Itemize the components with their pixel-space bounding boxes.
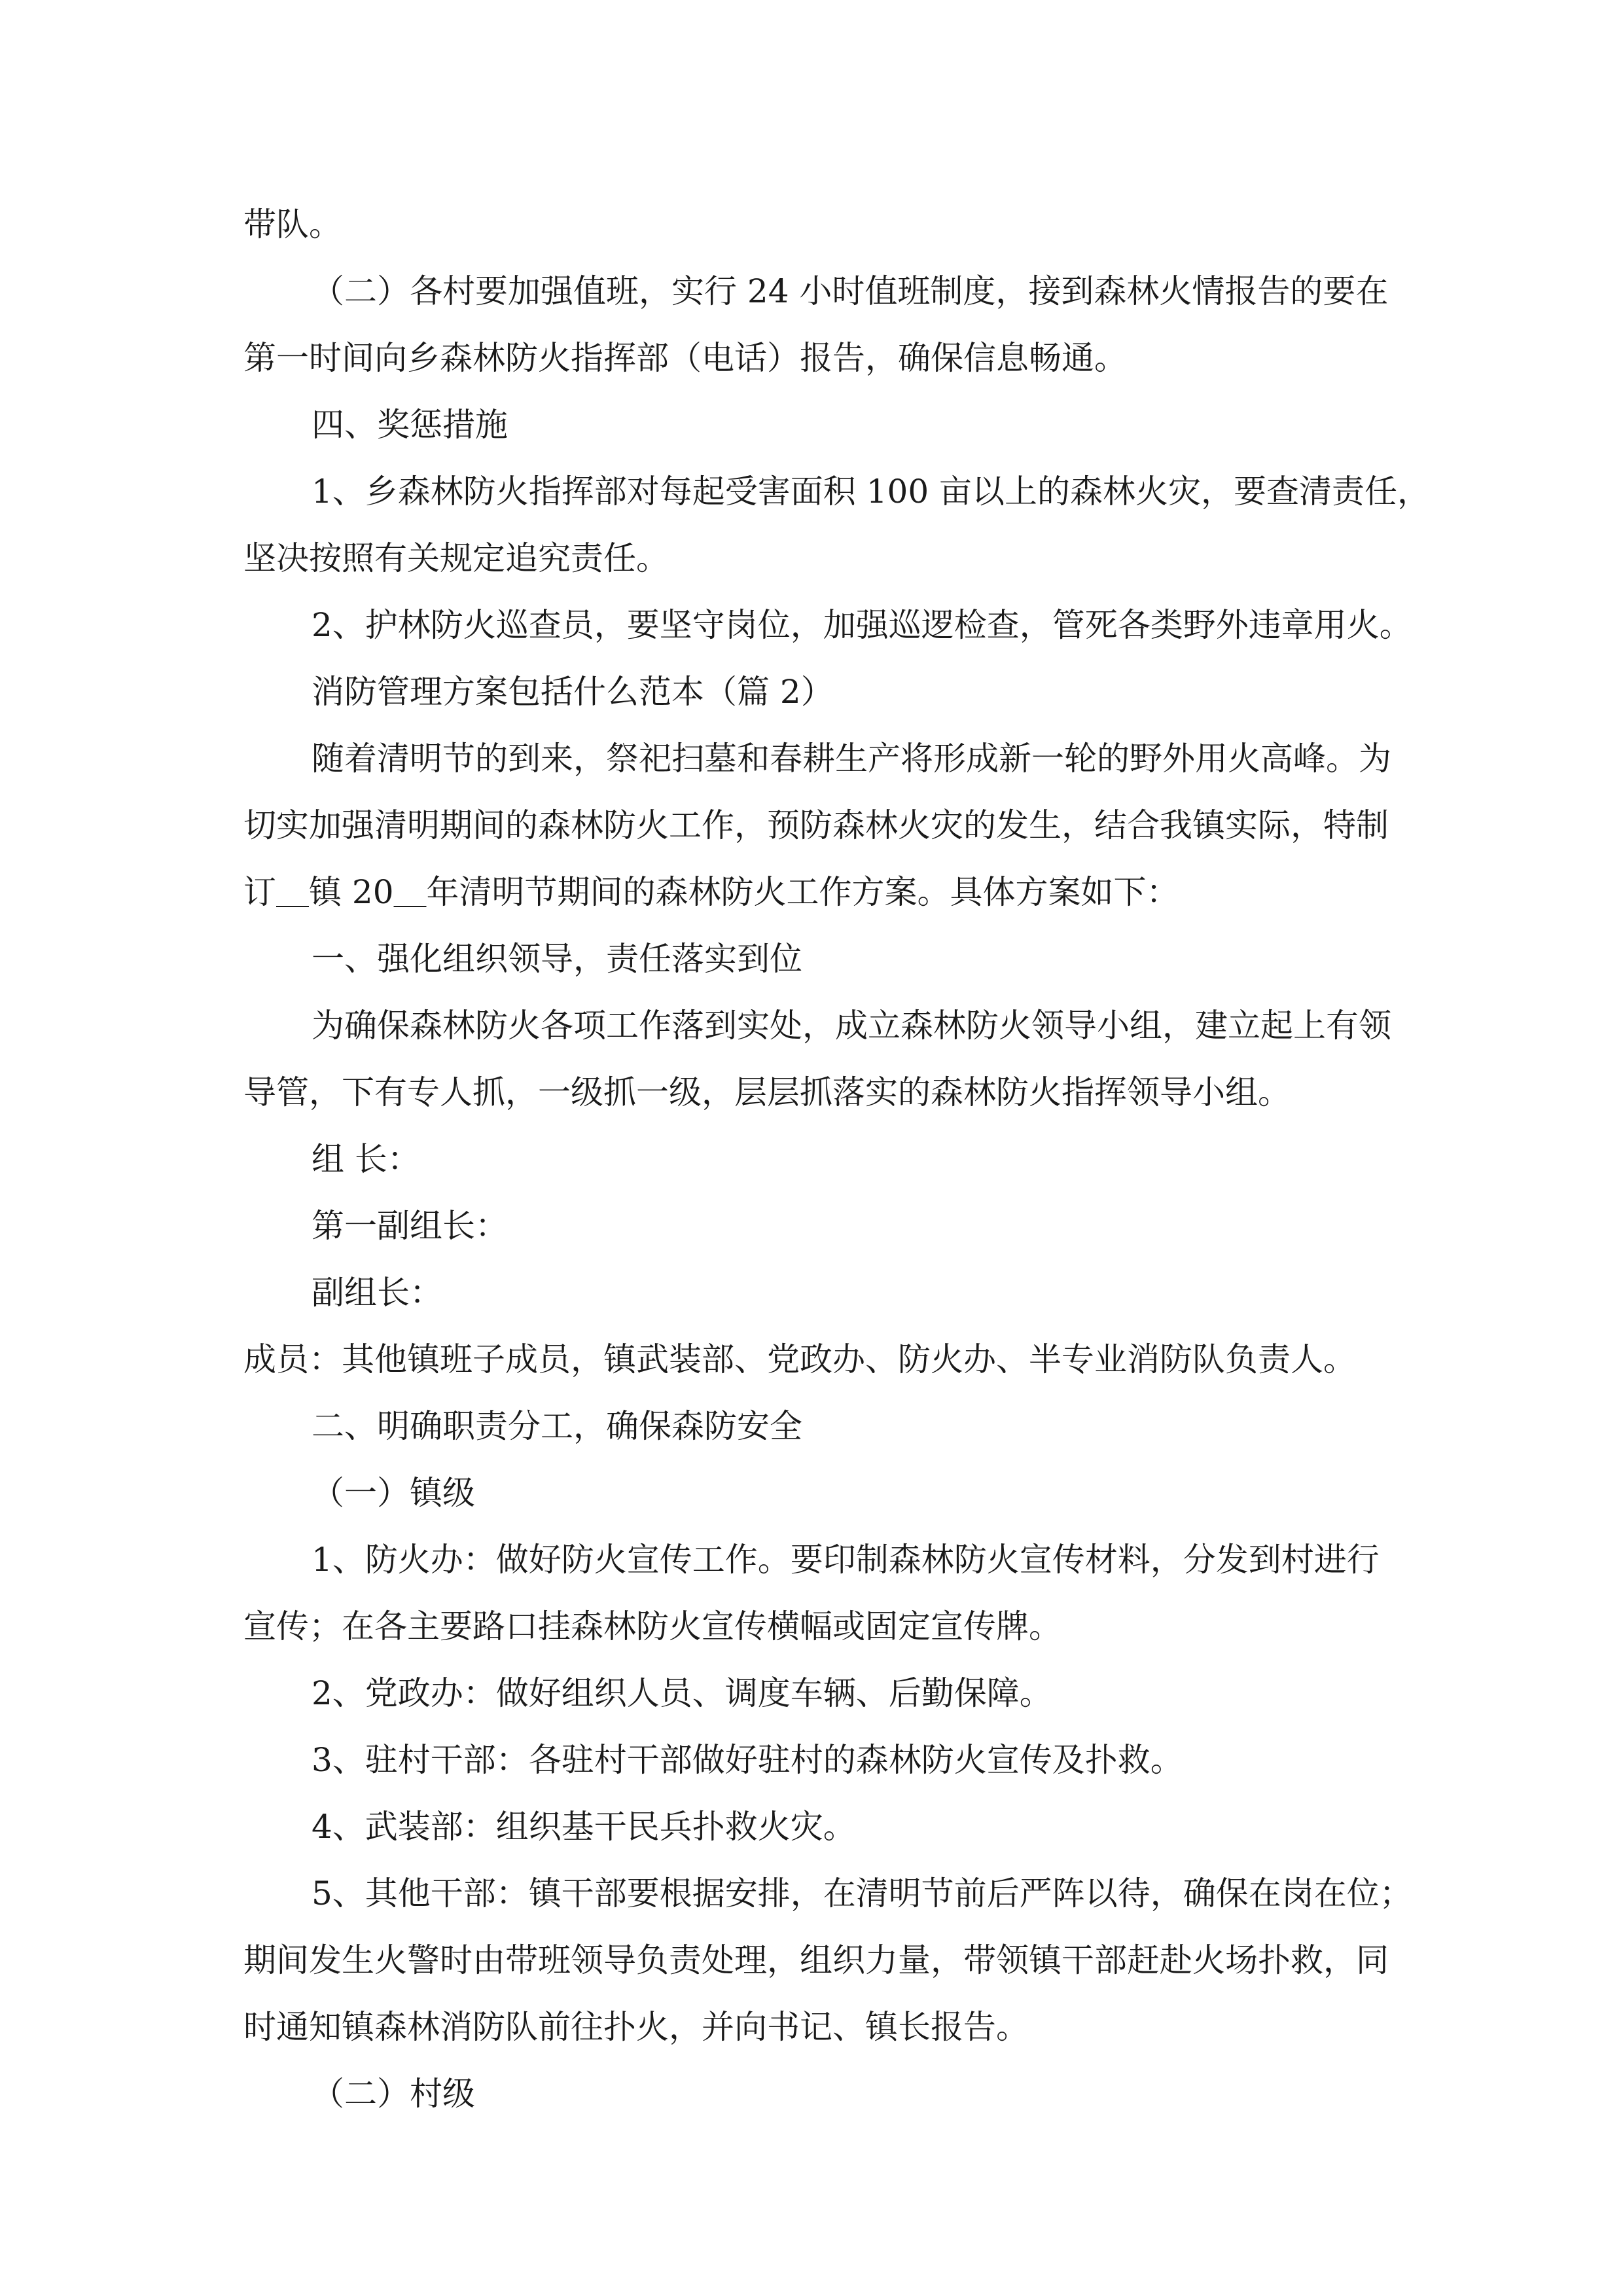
- roster-line: 组 长：: [312, 1140, 420, 1178]
- section-heading: 一、强化组织领导，责任落实到位: [312, 940, 802, 978]
- paragraph-line: 期间发生火警时由带班领导负责处理，组织力量，带领镇干部赶赴火场扑救，同: [243, 1941, 1389, 1979]
- subsection-heading: （二）村级: [312, 2075, 475, 2113]
- subsection-heading: （一）镇级: [312, 1474, 475, 1512]
- paragraph-line: 5、其他干部：镇干部要根据安排，在清明节前后严阵以待，确保在岗在位；: [312, 1874, 1412, 1912]
- paragraph-line: 2、护林防火巡查员，要坚守岗位，加强巡逻检查，管死各类野外违章用火。: [312, 606, 1412, 644]
- paragraph-line: 为确保森林防火各项工作落到实处，成立森林防火领导小组，建立起上有领: [312, 1007, 1391, 1045]
- roster-line: 第一副组长：: [312, 1207, 508, 1245]
- paragraph-line: 订＿镇 20＿年清明节期间的森林防火工作方案。具体方案如下：: [243, 873, 1179, 911]
- roster-line: 副组长：: [312, 1274, 442, 1312]
- paragraph-line: （二）各村要加强值班，实行 24 小时值班制度，接到森林火情报告的要在: [312, 272, 1389, 310]
- roster-line: 成员：其他镇班子成员，镇武装部、党政办、防火办、半专业消防队负责人。: [243, 1340, 1356, 1378]
- paragraph-line: 随着清明节的到来，祭祀扫墓和春耕生产将形成新一轮的野外用火高峰。为: [312, 740, 1391, 778]
- paragraph-line: 导管，下有专人抓，一级抓一级，层层抓落实的森林防火指挥领导小组。: [243, 1073, 1291, 1111]
- paragraph-line: 时通知镇森林消防队前往扑火，并向书记、镇长报告。: [243, 2008, 1029, 2046]
- paragraph-line: 1、乡森林防火指挥部对每起受害面积 100 亩以上的森林火灾，要查清责任，: [312, 473, 1431, 511]
- paragraph-line: 3、驻村干部：各驻村干部做好驻村的森林防火宣传及扑救。: [312, 1741, 1183, 1779]
- section-heading: 二、明确职责分工，确保森防安全: [312, 1407, 802, 1445]
- paragraph-line: 带队。: [243, 206, 342, 243]
- document-subtitle: 消防管理方案包括什么范本（篇 2）: [312, 673, 834, 711]
- section-heading: 四、奖惩措施: [312, 406, 508, 444]
- paragraph-line: 切实加强清明期间的森林防火工作，预防森林火灾的发生，结合我镇实际，特制: [243, 806, 1389, 844]
- paragraph-line: 2、党政办：做好组织人员、调度车辆、后勤保障。: [312, 1674, 1052, 1712]
- paragraph-line: 宣传；在各主要路口挂森林防火宣传横幅或固定宣传牌。: [243, 1607, 1061, 1645]
- paragraph-line: 4、武装部：组织基干民兵扑救火灾。: [312, 1808, 856, 1846]
- paragraph-line: 1、防火办：做好防火宣传工作。要印制森林防火宣传材料，分发到村进行: [312, 1541, 1380, 1579]
- paragraph-line: 第一时间向乡森林防火指挥部（电话）报告，确保信息畅通。: [243, 339, 1127, 377]
- paragraph-line: 坚决按照有关规定追究责任。: [243, 539, 669, 577]
